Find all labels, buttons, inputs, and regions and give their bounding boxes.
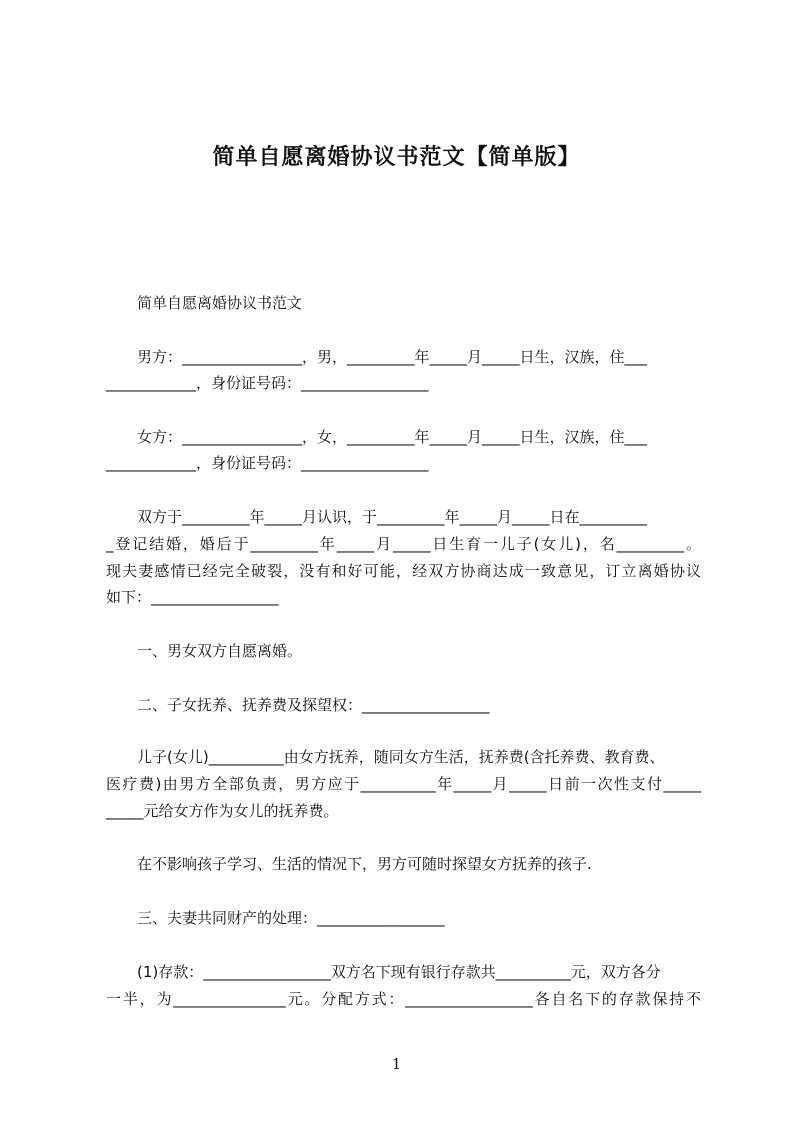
custody-line-1: 儿子(女儿)__________由女方抚养，随同女方生活，抚养费(含托养费、教育费、 — [137, 748, 665, 766]
visitation-line: 在不影响孩子学习、生活的情况下，男方可随时探望女方抚养的孩子. — [137, 855, 592, 873]
document-title: 简单自愿离婚协议书范文【简单版】 — [212, 145, 581, 170]
marriage-history-line-4: 如下：_________________ — [106, 588, 279, 606]
marriage-history-line-1: 双方于_________年_____月认识，于_________年_____月_____日在_________ — [137, 508, 648, 526]
deposit-line-1: (1)存款：_________________双方名下现有银行存款共__________元，双方各分 — [137, 963, 661, 981]
deposit-line-2: 一半，为_______________元。分配方式：_________________各自名下的存款保持不 — [106, 990, 701, 1008]
custody-line-3: _____元给女方作为女儿的抚养费。 — [106, 802, 339, 820]
document-subtitle: 简单自愿离婚协议书范文 — [137, 294, 303, 312]
custody-line-2: 医疗费)由男方全部负责，男方应于__________年_____月_____日前一次性支付_____ — [106, 775, 701, 793]
clause-1: 一、男女双方自愿离婚。 — [137, 642, 303, 660]
page-number: 1 — [391, 1055, 402, 1073]
clause-2-heading: 二、子女抚养、抚养费及探望权：_________________ — [137, 696, 490, 714]
marriage-history-line-3: 现夫妻感情已经完全破裂，没有和好可能，经双方协商达成一致意见，订立离婚协议 — [106, 562, 701, 580]
husband-info-line-2: ____________，身份证号码：_________________ — [106, 374, 429, 392]
wife-info-line-2: ____________，身份证号码：_________________ — [106, 454, 429, 472]
clause-3-heading: 三、夫妻共同财产的处理：_________________ — [137, 909, 445, 927]
marriage-history-line-2: _登记结婚，婚后于_________年_____月_____日生育一儿子(女儿)，名_________。 — [106, 535, 701, 553]
husband-info-line-1: 男方：________________，男，_________年_____月_____日生，汉族，住___ — [137, 348, 648, 366]
wife-info-line-1: 女方：________________，女，_________年_____月_____日生，汉族，住___ — [137, 428, 648, 446]
